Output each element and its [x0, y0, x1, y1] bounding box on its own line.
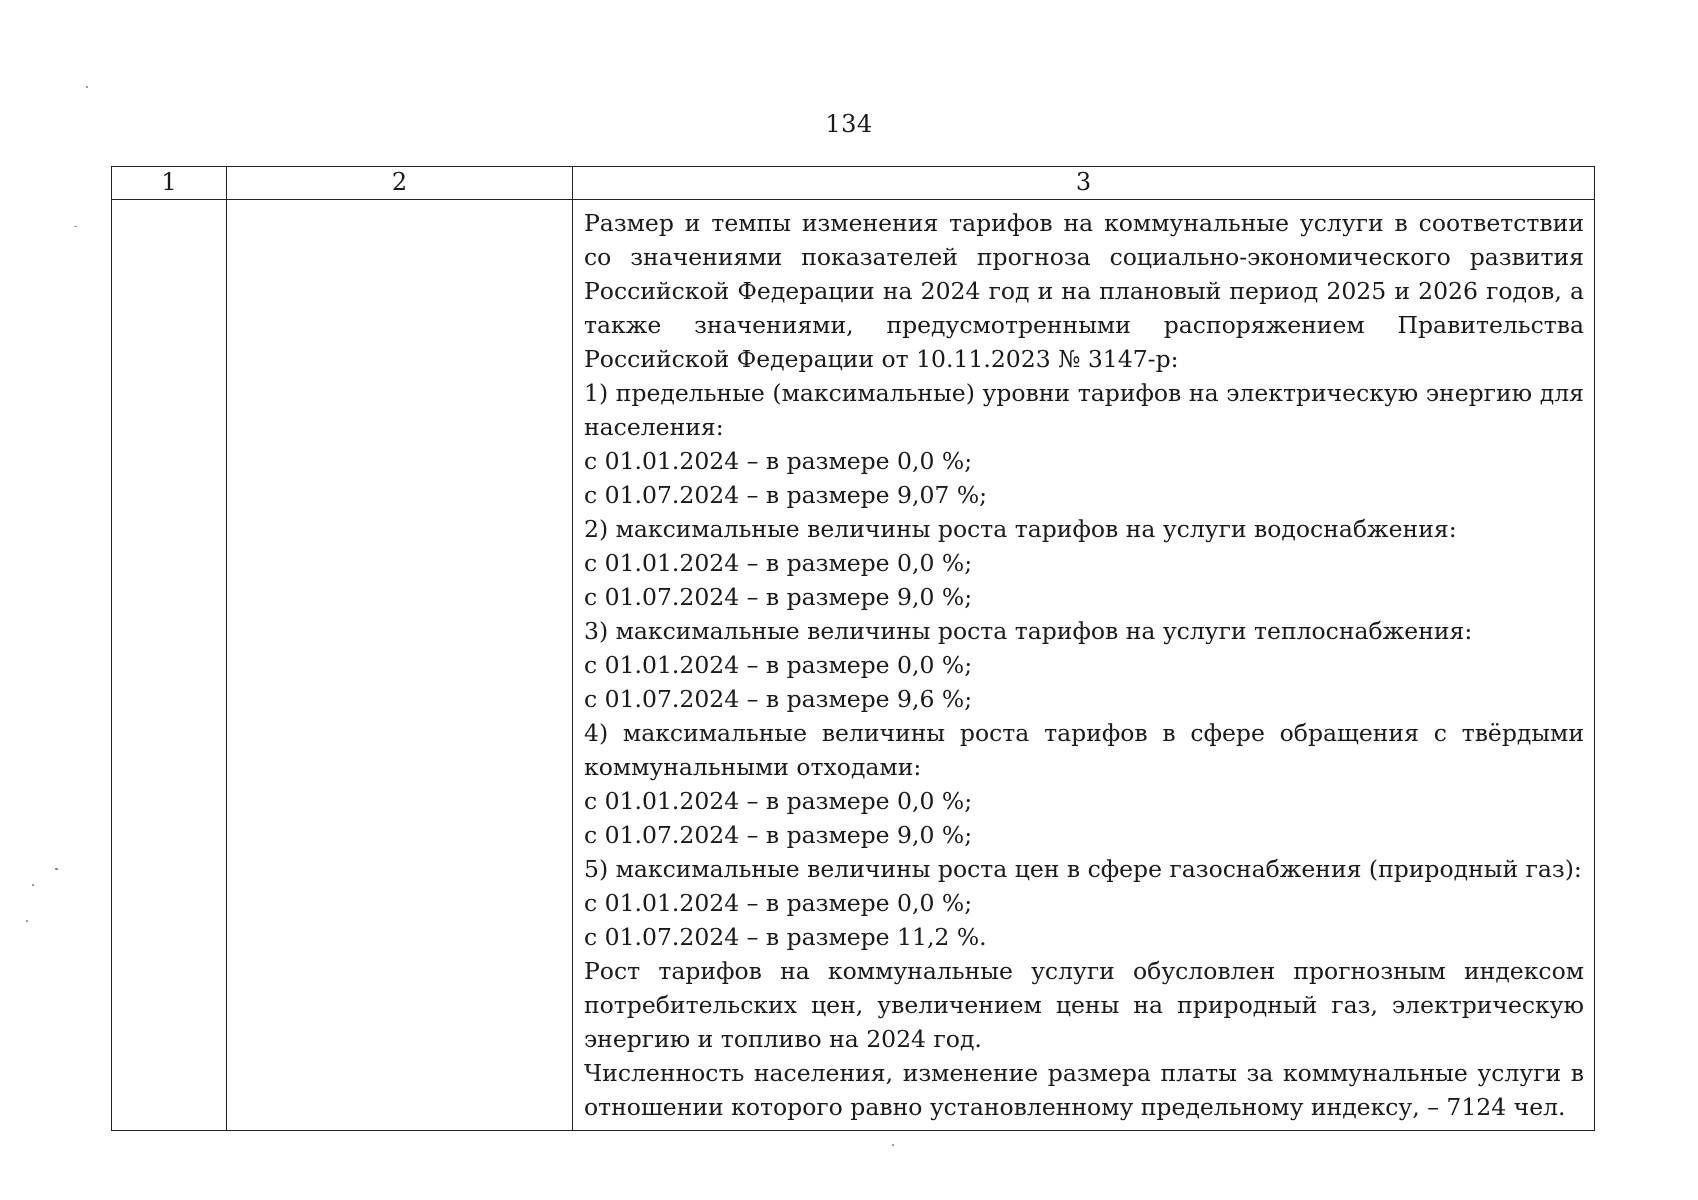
scan-speck [26, 920, 28, 922]
item-4-line-1: с 01.01.2024 – в размере 0,0 %; [584, 787, 973, 815]
item-3-line-1: с 01.01.2024 – в размере 0,0 %; [584, 651, 973, 679]
growth-reason-paragraph: Рост тарифов на коммунальные услуги обусловлен прогнозным индексом потребительских цен, увеличением цены на природный газ, электрическую энергию и топливо на 2024 год. [584, 957, 1584, 1053]
scan-speck [892, 1144, 894, 1146]
item-2-line-2: с 01.07.2024 – в размере 9,0 %; [584, 583, 973, 611]
population-paragraph: Численность населения, изменение размера платы за коммунальные услуги в отношении которого равно установленному предельному индексу, – 7124 чел. [584, 1059, 1584, 1121]
item-5-heading: 5) максимальные величины роста цен в сфере газоснабжения (природный газ): [584, 855, 1582, 883]
cell-column-2 [227, 200, 573, 1131]
intro-paragraph: Размер и темпы изменения тарифов на коммунальные услуги в соответствии со значениями показателей прогноза социально-экономического развития Российской Федерации на 2024 год и на плановый период 2025 и 2026 годов, а также значениями, предусмотренными распоряжением Правительства Российской Федерации от 10.11.2023 № 3147-р: [584, 209, 1584, 373]
item-1-line-1: с 01.01.2024 – в размере 0,0 %; [584, 447, 973, 475]
scan-speck [74, 226, 77, 227]
item-1-line-2: с 01.07.2024 – в размере 9,07 %; [584, 481, 988, 509]
column-header-1: 1 [112, 167, 227, 200]
item-5-line-2: с 01.07.2024 – в размере 11,2 %. [584, 923, 987, 951]
cell-column-3 [573, 200, 1595, 1131]
column-header-3: 3 [573, 167, 1595, 200]
scan-speck [86, 86, 88, 88]
table-header-row [112, 167, 1595, 200]
item-1-heading: 1) предельные (максимальные) уровни тарифов на электрическую энергию для населения: [584, 379, 1584, 441]
scan-speck [32, 884, 34, 886]
scan-speck [55, 868, 58, 870]
cell-column-1 [112, 200, 227, 1131]
page-number: 134 [825, 110, 873, 138]
item-5-line-1: с 01.01.2024 – в размере 0,0 %; [584, 889, 973, 917]
document-table [111, 166, 1595, 1131]
item-2-heading: 2) максимальные величины роста тарифов на услуги водоснабжения: [584, 515, 1457, 543]
item-3-heading: 3) максимальные величины роста тарифов на услуги теплоснабжения: [584, 617, 1473, 645]
item-4-line-2: с 01.07.2024 – в размере 9,0 %; [584, 821, 973, 849]
column-header-2: 2 [227, 167, 573, 200]
item-2-line-1: с 01.01.2024 – в размере 0,0 %; [584, 549, 973, 577]
item-4-heading: 4) максимальные величины роста тарифов в сфере обращения с твёрдыми коммунальными отходами: [584, 719, 1584, 781]
item-3-line-2: с 01.07.2024 – в размере 9,6 %; [584, 685, 973, 713]
table-row [112, 200, 1595, 1131]
